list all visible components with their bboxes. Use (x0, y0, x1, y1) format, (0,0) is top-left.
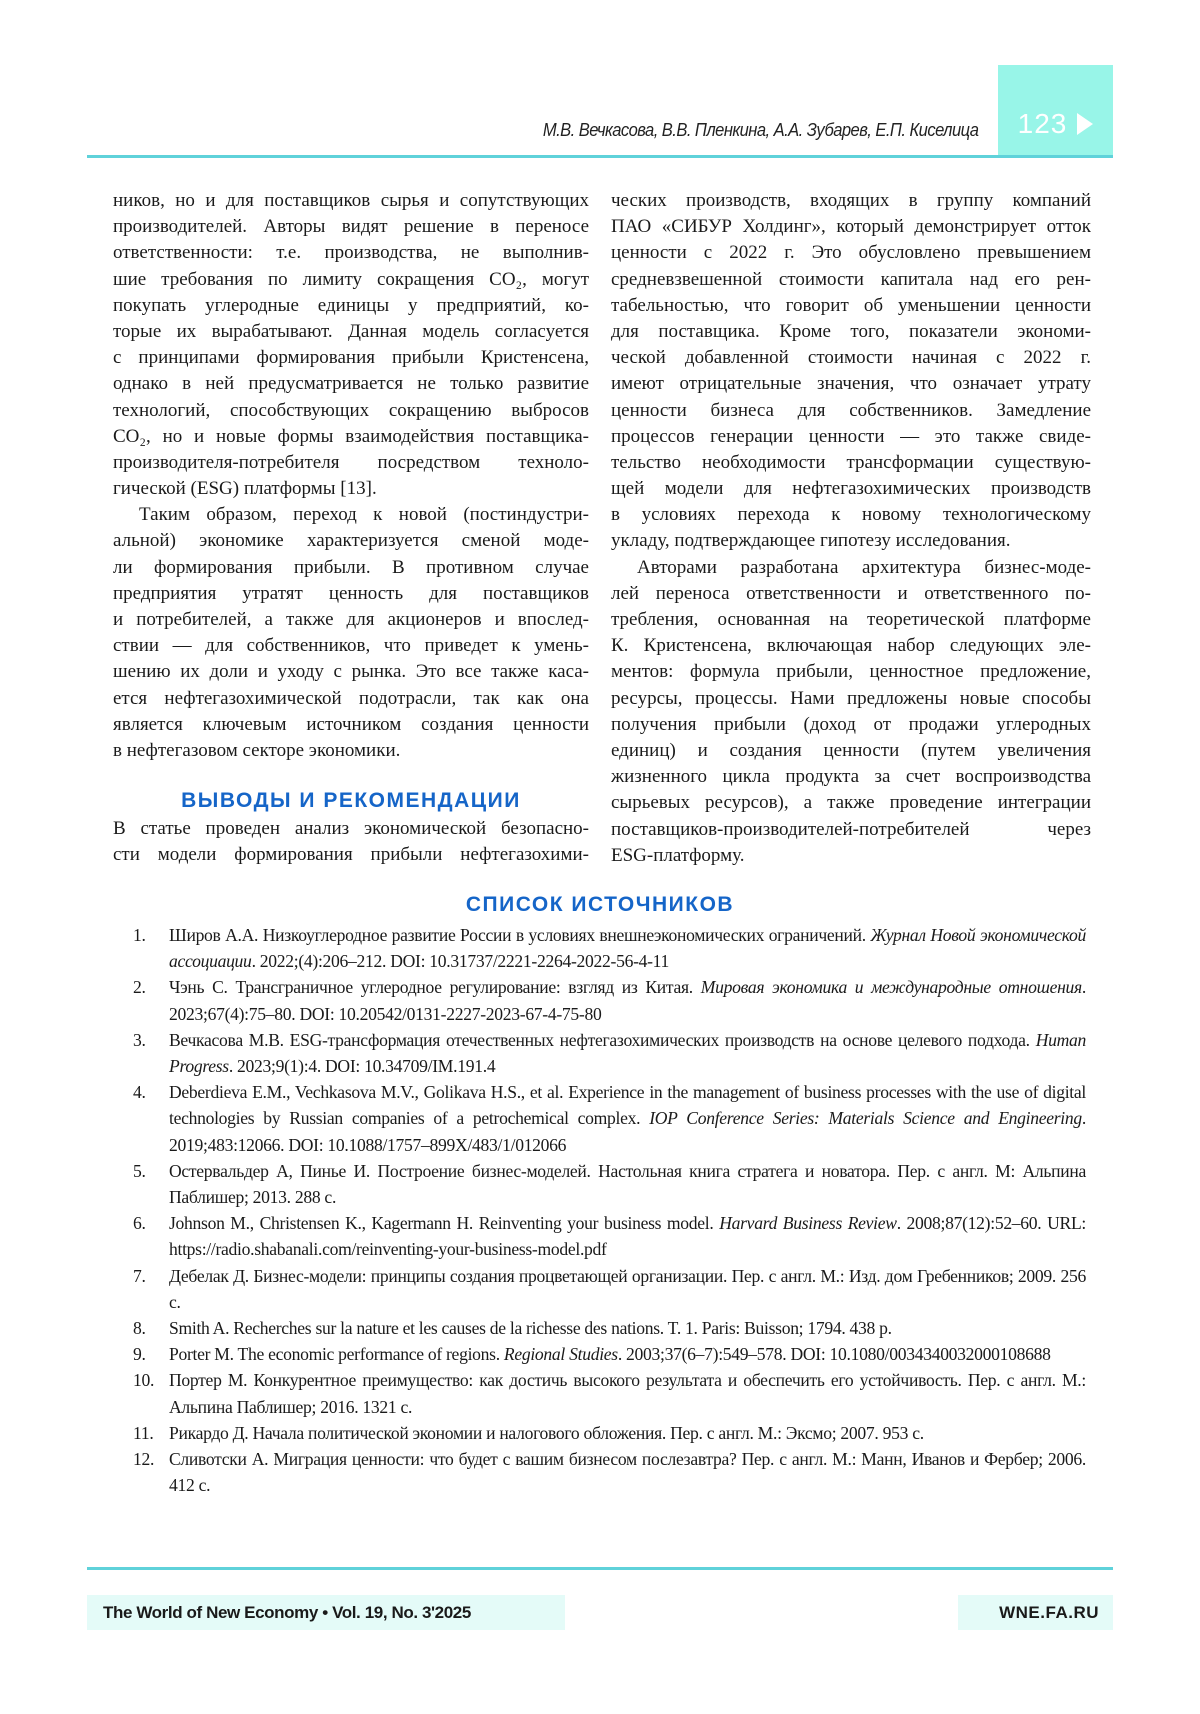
reference-segment: Портер М. Конкурентное преимущество: как достичь высокого результата и обеспечить его устойчивость. Пер. с англ. М.: Альпина Паблишер; 2016. 1321 с. (169, 1370, 1086, 1416)
text-line: альной) экономике характеризуется сменой моде- (113, 528, 589, 554)
reference-segment: Дебелак Д. Бизнес-модели: принципы создания процветающей организации. Пер. с англ. М.: Изд. дом Гребенников; 2009. 256 с. (169, 1266, 1086, 1312)
conclusions-text (113, 816, 589, 868)
text-line: поставщиков-производителей-потребителей через (611, 817, 1091, 843)
text-line: укладу, подтверждающее гипотезу исследования. (611, 528, 1091, 554)
text-line: ли формирования прибыли. В противном случае (113, 555, 589, 581)
reference-text (169, 1079, 1086, 1158)
reference-segment: Smith A. Recherches sur la nature et les causes de la richesse des nations. T. 1. Paris: Buisson; 1794. 438 p. (169, 1318, 892, 1338)
reference-segment: Рикардо Д. Начала политической экономии и налогового обложения. Пер. с англ. М.: Эксмо; 2007. 953 с. (169, 1423, 924, 1443)
reference-number: 9. (133, 1341, 169, 1367)
footer-rule (87, 1567, 1113, 1570)
references-heading: СПИСОК ИСТОЧНИКОВ (87, 893, 1113, 917)
footer-journal: The World of New Economy • Vol. 19, No. 3'2025 (87, 1595, 565, 1630)
text-line: ресурсы, процессы. Нами предложены новые способы (611, 686, 1091, 712)
running-header-authors: М.В. Вечкасова, В.В. Пленкина, А.А. Зубарев, Е.П. Киселица (542, 120, 978, 141)
reference-item (133, 1158, 1086, 1210)
reference-item (133, 974, 1086, 1026)
text-line: единиц) и создания ценности (путем увеличения (611, 738, 1091, 764)
text-line: ческих производств, входящих в группу компаний (611, 188, 1091, 214)
reference-source-title: Regional Studies (504, 1344, 618, 1364)
reference-source-title: Журнал Новой экономической ассоциации (169, 925, 1086, 971)
text-line: В статье проведен анализ экономической безопасно- (113, 816, 589, 842)
reference-item (133, 1079, 1086, 1158)
text-line: щей модели для нефтегазохимических производств (611, 476, 1091, 502)
reference-segment: Широв А.А. Низкоуглеродное развитие России в условиях внешнеэкономических ограничений. (169, 925, 870, 945)
text-line: и потребителей, а также для акционеров и впослед- (113, 607, 589, 633)
text-line: К. Кристенсена, включающая набор следующих эле- (611, 633, 1091, 659)
reference-number: 7. (133, 1263, 169, 1315)
reference-segment: Сливотски А. Миграция ценности: что будет с вашим бизнесом послезавтра? Пер. с англ. М.: Манн, Иванов и Фербер; 2006. 412 с. (169, 1449, 1086, 1495)
text-line: в нефтегазовом секторе экономики. (113, 738, 589, 764)
text-line: процессов генерации ценности — это также свиде- (611, 424, 1091, 450)
text-line: получения прибыли (доход от продажи углеродных (611, 712, 1091, 738)
reference-item (133, 1367, 1086, 1419)
text-line: CO₂, но и новые формы взаимодействия поставщика- (113, 424, 589, 450)
reference-item (133, 922, 1086, 974)
reference-text (169, 1027, 1086, 1079)
text-line: жизненного цикла продукта за счет воспроизводства (611, 764, 1091, 790)
conclusions-heading: ВЫВОДЫ И РЕКОМЕНДАЦИИ (113, 789, 589, 813)
text-line: ПАО «СИБУР Холдинг», который демонстрирует отток (611, 214, 1091, 240)
reference-segment: Johnson M., Christensen K., Kagermann H. Reinventing your business model. (169, 1213, 719, 1233)
text-line: для поставщика. Кроме того, показатели экономи- (611, 319, 1091, 345)
text-line: ется нефтегазохимической подотрасли, так как она (113, 686, 589, 712)
text-line: ствии — для собственников, что приведет к умень- (113, 633, 589, 659)
text-line: лей переноса ответственности и ответственного по- (611, 581, 1091, 607)
footer-site-link[interactable]: WNE.FA.RU (958, 1595, 1113, 1630)
reference-text (169, 1341, 1086, 1367)
reference-item (133, 1420, 1086, 1446)
text-line: ценности с 2022 г. Это обусловлено превышением (611, 240, 1091, 266)
text-line: технологий, способствующих сокращению выбросов (113, 398, 589, 424)
reference-segment: . 2023;67(4):75–80. DOI: 10.20542/0131-2227-2023-67-4-75-80 (169, 977, 1086, 1023)
reference-segment: Вечкасова М.В. ESG-трансформация отечественных нефтегазохимических производств на основе целевого подхода. (169, 1030, 1036, 1050)
text-line: тельство необходимости трансформации существую- (611, 450, 1091, 476)
play-arrow-icon (1077, 113, 1093, 135)
reference-number: 12. (133, 1446, 169, 1498)
text-line: ценности бизнеса для собственников. Замедление (611, 398, 1091, 424)
reference-item (133, 1446, 1086, 1498)
header-rule (87, 155, 1113, 158)
text-line: производителя-потребителя посредством техноло- (113, 450, 589, 476)
text-line: ответственности: т.е. производства, не выполнив- (113, 240, 589, 266)
text-line: Авторами разработана архитектура бизнес-моде- (611, 555, 1091, 581)
reference-source-title: Harvard Business Review (719, 1213, 896, 1233)
reference-segment: . 2008;87(12):52–60. URL: https://radio.shabanali.com/reinventing-your-business-model.pdf (169, 1213, 1086, 1259)
reference-text (169, 1420, 1086, 1446)
reference-segment: . 2022;(4):206–212. DOI: 10.31737/2221-2264-2022-56-4-11 (252, 951, 669, 971)
reference-number: 4. (133, 1079, 169, 1158)
reference-text (169, 922, 1086, 974)
text-line: однако в ней предусматривается не только развитие (113, 371, 589, 397)
reference-number: 6. (133, 1210, 169, 1262)
page-number: 123 (1018, 108, 1068, 140)
reference-text (169, 1210, 1086, 1262)
reference-number: 5. (133, 1158, 169, 1210)
reference-text (169, 1315, 1086, 1341)
reference-text (169, 974, 1086, 1026)
reference-text (169, 1446, 1086, 1498)
text-line: производителей. Авторы видят решение в переносе (113, 214, 589, 240)
reference-segment: Porter M. The economic performance of regions. (169, 1344, 504, 1364)
reference-segment: . 2023;9(1):4. DOI: 10.34709/IM.191.4 (229, 1056, 495, 1076)
reference-source-title: Human Progress (169, 1030, 1086, 1076)
reference-item (133, 1263, 1086, 1315)
text-line: Таким образом, переход к новой (постиндустри- (113, 502, 589, 528)
reference-segment: Остервальдер А, Пинье И. Построение бизнес-моделей. Настольная книга стратега и новатора. Пер. с англ. М: Альпина Паблишер; 2013. 288 с. (169, 1161, 1086, 1207)
references-list (133, 922, 1086, 1498)
page-number-box (998, 65, 1113, 156)
reference-source-title: Мировая экономика и международные отношения (701, 977, 1082, 997)
reference-item (133, 1027, 1086, 1079)
text-line: является ключевым источником создания ценности (113, 712, 589, 738)
text-line: средневзвешенной стоимости капитала над его рен- (611, 267, 1091, 293)
text-line: в условиях перехода к новому технологическому (611, 502, 1091, 528)
reference-number: 8. (133, 1315, 169, 1341)
text-line: предприятия утратят ценность для поставщиков (113, 581, 589, 607)
reference-item (133, 1210, 1086, 1262)
text-line: гической (ESG) платформы [13]. (113, 476, 589, 502)
text-line: табельностью, что говорит об уменьшении ценности (611, 293, 1091, 319)
text-line: имеют отрицательные значения, что означает утрату (611, 371, 1091, 397)
reference-number: 1. (133, 922, 169, 974)
reference-text (169, 1367, 1086, 1419)
reference-text (169, 1158, 1086, 1210)
reference-number: 10. (133, 1367, 169, 1419)
text-line: ментов: формула прибыли, ценностное предложение, (611, 659, 1091, 685)
reference-segment: . 2019;483:12066. DOI: 10.1088/1757–899X/483/1/012066 (169, 1108, 1086, 1154)
text-line: ческой добавленной стоимости начиная с 2022 г. (611, 345, 1091, 371)
text-line: ESG-платформу. (611, 843, 1091, 869)
text-line: торые их вырабатывают. Данная модель согласуется (113, 319, 589, 345)
reference-text (169, 1263, 1086, 1315)
reference-item (133, 1341, 1086, 1367)
text-line: с принципами формирования прибыли Кристенсена, (113, 345, 589, 371)
reference-number: 2. (133, 974, 169, 1026)
left-column (113, 188, 589, 764)
reference-segment: Чэнь С. Трансграничное углеродное регулирование: взгляд из Китая. (169, 977, 701, 997)
text-line: требления, основанная на теоретической платформе (611, 607, 1091, 633)
text-line: ников, но и для поставщиков сырья и сопутствующих (113, 188, 589, 214)
text-line: шие требования по лимиту сокращения CO₂, могут (113, 267, 589, 293)
text-line: сырьевых ресурсов), а также проведение интеграции (611, 790, 1091, 816)
reference-number: 11. (133, 1420, 169, 1446)
text-line: покупать углеродные единицы у предприятий, ко- (113, 293, 589, 319)
reference-segment: . 2003;37(6–7):549–578. DOI: 10.1080/0034340032000108688 (618, 1344, 1051, 1364)
reference-segment: Deberdieva E.M., Vechkasova M.V., Golikava H.S., et al. Experience in the management of business processes with the use of digital technologies by Russian companies of a petrochemical complex. (169, 1082, 1086, 1128)
text-line: сти модели формирования прибыли нефтегазохими- (113, 842, 589, 868)
right-column (611, 188, 1091, 869)
reference-source-title: IOP Conference Series: Materials Science and Engineering (649, 1108, 1082, 1128)
reference-item (133, 1315, 1086, 1341)
reference-number: 3. (133, 1027, 169, 1079)
text-line: шению их доли и уходу с рынка. Это все также каса- (113, 659, 589, 685)
